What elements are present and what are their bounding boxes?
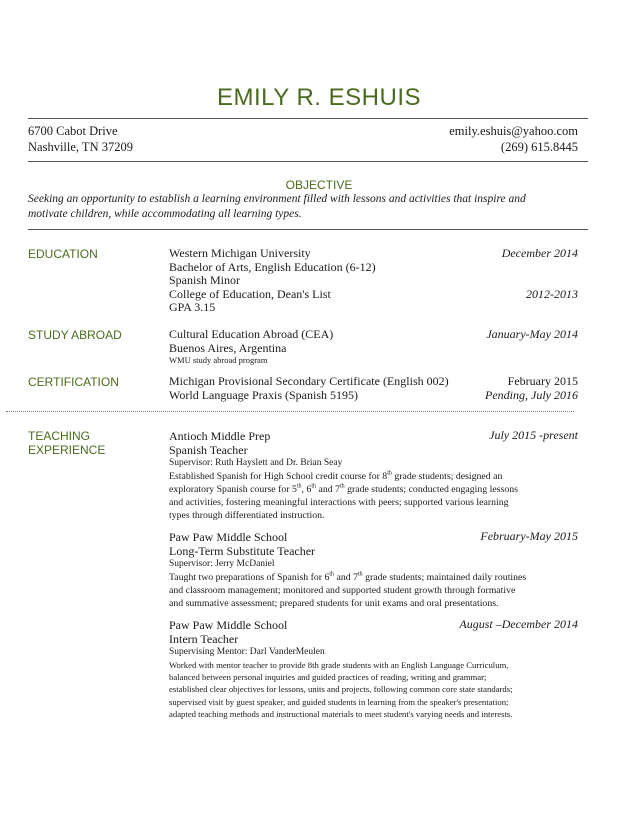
description-line: types through differentiated instruction.	[169, 510, 325, 521]
certification-label: CERTIFICATION	[28, 375, 119, 389]
applicant-name: EMILY R. ESHUIS	[217, 84, 421, 111]
study-abroad-details	[169, 328, 333, 366]
certification-date: February 2015	[507, 374, 578, 388]
description-line: Taught two preparations of Spanish for 6th and 7th grade students; maintained daily routines	[169, 571, 527, 583]
job-description	[169, 470, 579, 522]
certification-item: Michigan Provisional Secondary Certificate (English 002)	[169, 374, 449, 388]
job-date: February-May 2015	[480, 529, 578, 543]
contact-block	[449, 123, 578, 155]
teaching-label	[28, 429, 105, 457]
job-description	[169, 659, 579, 720]
objective-heading: OBJECTIVE	[285, 178, 353, 192]
certification-details	[169, 375, 449, 402]
job-title: Intern Teacher	[169, 632, 239, 646]
job-school: Paw Paw Middle School	[169, 530, 288, 544]
praxis-date: Pending, July 2016	[485, 388, 578, 402]
job-supervisor: Supervisor: Jerry McDaniel	[169, 559, 275, 569]
study-abroad-label: STUDY ABROAD	[28, 328, 122, 342]
description-line: and activities, fostering meaningful interactions with peers; supported various learning	[169, 497, 509, 508]
description-line: Established Spanish for High School credit course for 8th grade students; designed an	[169, 470, 503, 482]
header-divider-top	[28, 118, 588, 119]
street-address: 6700 Cabot Drive	[28, 124, 118, 138]
study-abroad-date: January-May 2014	[486, 327, 578, 341]
description-line: exploratory Spanish course for 5th, 6th and 7th grade students; conducted engaging lessons	[169, 483, 518, 495]
teaching-label-line: TEACHING	[28, 429, 91, 443]
certification-item: World Language Praxis (Spanish 5195)	[169, 387, 358, 402]
description-line: balanced between personal inquiries and guided practices of reading, writing and grammar;	[169, 672, 487, 683]
education-honor: College of Education, Dean's List	[169, 286, 331, 301]
description-line: Worked with mentor teacher to provide 8th grade students with an English Language Curriculum,	[169, 660, 509, 670]
education-date: December 2014	[501, 246, 578, 260]
phone-number: (269) 615.8445	[500, 140, 578, 154]
job-school: Paw Paw Middle School	[169, 618, 288, 632]
job-supervisor: Supervisor: Ruth Hayslett and Dr. Brian Seay	[169, 458, 343, 468]
job-school: Antioch Middle Prep	[169, 429, 271, 443]
education-label: EDUCATION	[28, 247, 98, 261]
deans-list-date: 2012-2013	[526, 287, 578, 301]
education-minor: Spanish Minor	[169, 273, 241, 287]
education-details	[169, 247, 376, 315]
study-abroad-note: WMU study abroad program	[169, 355, 268, 365]
job-entry	[169, 618, 579, 720]
description-line: established clear objectives for lessons, units and projects, following common core state standards;	[169, 684, 513, 695]
objective-line: motivate children, while accommodating all learning types.	[28, 208, 302, 220]
study-abroad-location: Buenos Aires, Argentina	[169, 340, 287, 355]
job-title: Spanish Teacher	[169, 443, 248, 457]
email-link[interactable]: emily.eshuis@yahoo.com	[449, 124, 578, 138]
education-school: Western Michigan University	[169, 246, 311, 260]
objective-divider	[28, 229, 588, 230]
job-date: July 2015 -present	[489, 428, 578, 442]
city-state-zip: Nashville, TN 37209	[28, 140, 133, 154]
job-supervisor: Supervising Mentor: Darl VanderMeulen	[169, 647, 325, 657]
education-gpa: GPA 3.15	[169, 300, 216, 314]
job-description	[169, 571, 579, 610]
description-line: supervised visit by guest speaker, and guided students in learning from the speaker's presentation;	[169, 696, 509, 707]
job-title: Long-Term Substitute Teacher	[169, 544, 316, 558]
description-line: and summative assessment; prepared students for unit exams and oral presentations.	[169, 598, 499, 609]
teaching-label-line: EXPERIENCE	[28, 443, 106, 457]
address-block	[28, 123, 133, 155]
objective-line: Seeking an opportunity to establish a learning environment filled with lessons and activities that inspire and	[28, 193, 526, 205]
education-degree: Bachelor of Arts, English Education (6-12)	[169, 259, 376, 274]
certification-divider	[6, 411, 574, 412]
study-abroad-program: Cultural Education Abroad (CEA)	[169, 327, 334, 341]
description-line: and classroom management; monitored and supported student growth through formative	[169, 585, 516, 596]
job-date: August –December 2014	[459, 617, 578, 631]
description-line: adapted teaching methods and instructional materials to meet student's varying needs and interests.	[169, 708, 513, 719]
objective-text	[28, 192, 588, 222]
header-divider-bottom	[28, 161, 588, 162]
job-entry	[169, 429, 579, 522]
